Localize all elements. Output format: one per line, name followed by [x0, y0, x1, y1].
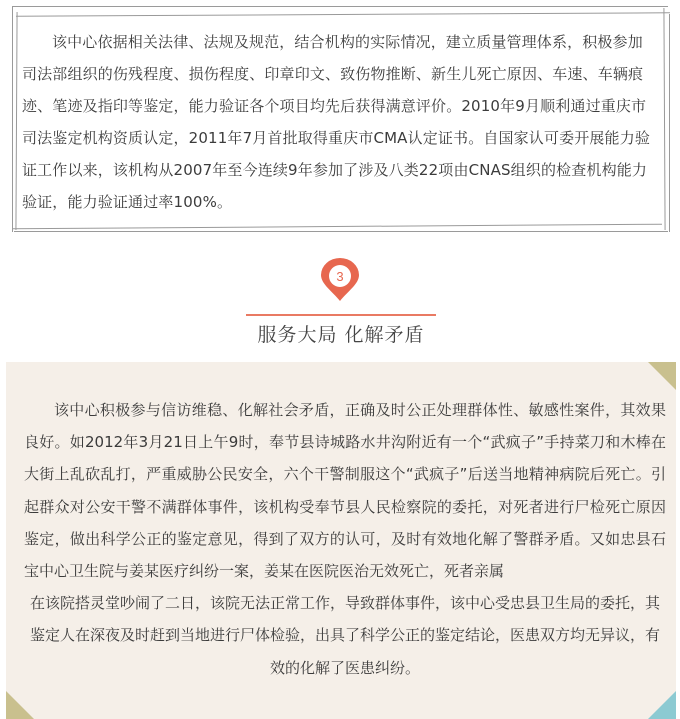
frame-left-line	[12, 6, 13, 232]
service-text	[24, 394, 666, 684]
corner-decoration-bottom-left	[6, 691, 34, 719]
service-paragraph: 该中心积极参与信访维稳、化解社会矛盾，正确及时公正处理群体性、敏感性案件，其效果良好。如2012年3月21日上午9时，奉节县诗城路水井沟附近有一个“武疯子”手持菜刀和木棒在大街上乱砍乱打，严重威胁公民安全，六个干警制服这个“武疯子”后送当地精神病院后死亡。引起群众对公安干警不满群体事件，该机构受奉节县人民检察院的委托，对死者进行尸检死亡原因鉴定，做出科学公正的鉴定意见，得到了双方的认可，及时有效地化解了警群矛盾。又如忠县石宝中心卫生院与姜某医疗纠纷一案，姜某在医院医治无效死亡，死者亲属	[24, 401, 666, 581]
intro-paragraph: 该中心依据相关法律、法规及规范，结合机构的实际情况，建立质量管理体系，积极参加司法部组织的伤残程度、损伤程度、印章印文、致伤物推断、新生儿死亡原因、车速、车辆痕迹、笔迹及指印等鉴定，能力验证各个项目均先后获得满意评价。2010年9月顺利通过重庆市司法鉴定机构资质认定，2011年7月首批取得重庆市CMA认定证书。自国家认可委开展能力验证工作以来，该机构从2007年至今连续9年参加了涉及八类22项由CNAS组织的检查机构能力验证，能力验证通过率100%。	[22, 33, 650, 211]
frame-top-line	[12, 6, 668, 7]
heading-underline	[246, 314, 436, 316]
corner-decoration-bottom-right	[648, 691, 676, 719]
service-paragraph-ending: 在该院搭灵堂吵闹了二日，该院无法正常工作，导致群体事件，该中心受忠县卫生局的委托，其鉴定人在深夜及时赶到当地进行尸体检验，出具了科学公正的鉴定结论，医患双方均无异议，有效的化解了医患纠纷。	[29, 594, 660, 677]
frame-left-line-offset	[15, 12, 17, 230]
section-number: 3	[336, 269, 344, 284]
frame-right-line-offset	[669, 14, 670, 232]
service-panel	[6, 362, 676, 719]
frame-right-line	[663, 8, 665, 230]
corner-decoration-top-right	[648, 362, 676, 390]
frame-bottom-line-offset	[14, 231, 668, 232]
frame-bottom-line	[12, 224, 662, 230]
section-title: 服务大局 化解矛盾	[257, 324, 425, 346]
intro-text-frame	[12, 6, 670, 234]
section-number-pin	[318, 258, 362, 302]
frame-top-line-offset	[16, 12, 670, 16]
